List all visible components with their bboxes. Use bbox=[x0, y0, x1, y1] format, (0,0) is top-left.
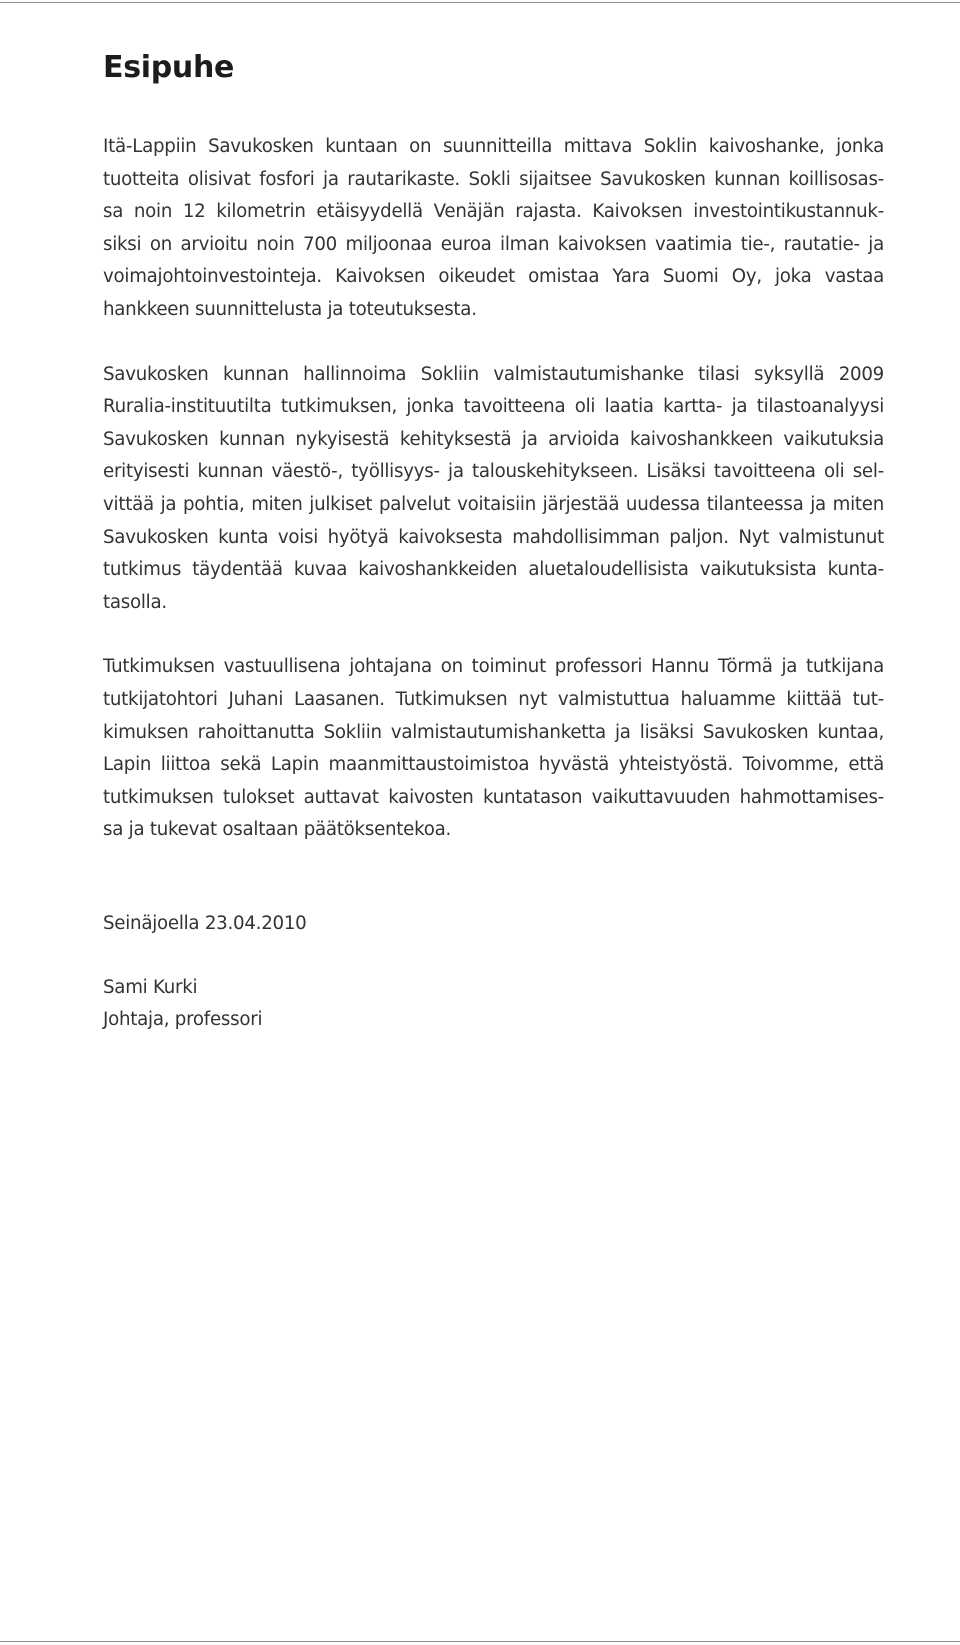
paragraph-line: hankkeen suunnittelusta ja toteutuksesta. bbox=[103, 298, 477, 320]
preface-page bbox=[103, 48, 884, 879]
paragraph-line: tutkimus täydentää kuvaa kaivoshankkeiden aluetaloudellisista vaikutuksista kunta- bbox=[103, 559, 884, 581]
paragraph-line: kimuksen rahoittanutta Sokliin valmistautumishanketta ja lisäksi Savukosken kuntaa, bbox=[103, 721, 884, 743]
signatory-name: Sami Kurki bbox=[103, 977, 198, 998]
paragraph-2 bbox=[103, 359, 884, 620]
signatory-title: Johtaja, professori bbox=[103, 1009, 263, 1030]
paragraph-line: Savukosken kunta voisi hyötyä kaivoksesta mahdollisimman paljon. Nyt valmistunut bbox=[103, 526, 884, 548]
paragraph-line: sa noin 12 kilometrin etäisyydellä Venäjän rajasta. Kaivoksen investointikustannuk- bbox=[103, 201, 884, 223]
top-rule bbox=[0, 2, 960, 3]
paragraph-line: Itä-Lappiin Savukosken kuntaan on suunnitteilla mittava Soklin kaivoshanke, jonka bbox=[103, 136, 884, 157]
place-and-date: Seinäjoella 23.04.2010 bbox=[103, 913, 307, 934]
page-title: Esipuhe bbox=[103, 50, 235, 85]
paragraph-line: tutkijatohtori Juhani Laasanen. Tutkimuksen nyt valmistuttua haluamme kiittää tut- bbox=[103, 688, 884, 710]
paragraph-line: Ruralia-instituutilta tutkimuksen, jonka tavoitteena oli laatia kartta- ja tilastoanalyysi bbox=[103, 396, 884, 418]
paragraph-line: erityisesti kunnan väestö-, työllisyys- ja talouskehitykseen. Lisäksi tavoitteena oli sel- bbox=[103, 461, 884, 483]
paragraph-3 bbox=[103, 651, 884, 847]
bottom-rule bbox=[0, 1641, 960, 1642]
paragraph-line: Savukosken kunnan hallinnoima Sokliin valmistautumishanke tilasi syksyllä 2009 bbox=[103, 363, 884, 385]
paragraph-line: voimajohtoinvestointeja. Kaivoksen oikeudet omistaa Yara Suomi Oy, joka vastaa bbox=[103, 266, 884, 288]
paragraph-line: sa ja tukevat osaltaan päätöksentekoa. bbox=[103, 819, 452, 841]
paragraph-line: tasolla. bbox=[103, 591, 167, 613]
paragraph-line: siksi on arvioitu noin 700 miljoonaa euroa ilman kaivoksen vaatimia tie-, rautatie- ja bbox=[103, 233, 884, 255]
paragraph-1 bbox=[103, 131, 884, 327]
paragraph-line: Lapin liittoa sekä Lapin maanmittaustoimistoa hyvästä yhteistyöstä. Toivomme, että bbox=[103, 754, 884, 776]
paragraph-line: Tutkimuksen vastuullisena johtajana on toiminut professori Hannu Törmä ja tutkijana bbox=[103, 656, 884, 678]
paragraph-line: tutkimuksen tulokset auttavat kaivosten kuntatason vaikuttavuuden hahmottamises- bbox=[103, 786, 884, 808]
paragraph-line: Savukosken kunnan nykyisestä kehityksestä ja arvioida kaivoshankkeen vaikutuksia bbox=[103, 428, 884, 450]
paragraph-line: tuotteita olisivat fosfori ja rautarikaste. Sokli sijaitsee Savukosken kunnan koillisosas- bbox=[103, 168, 884, 190]
paragraph-line: vittää ja pohtia, miten julkiset palvelut voitaisiin järjestää uudessa tilanteessa ja miten bbox=[103, 493, 884, 515]
